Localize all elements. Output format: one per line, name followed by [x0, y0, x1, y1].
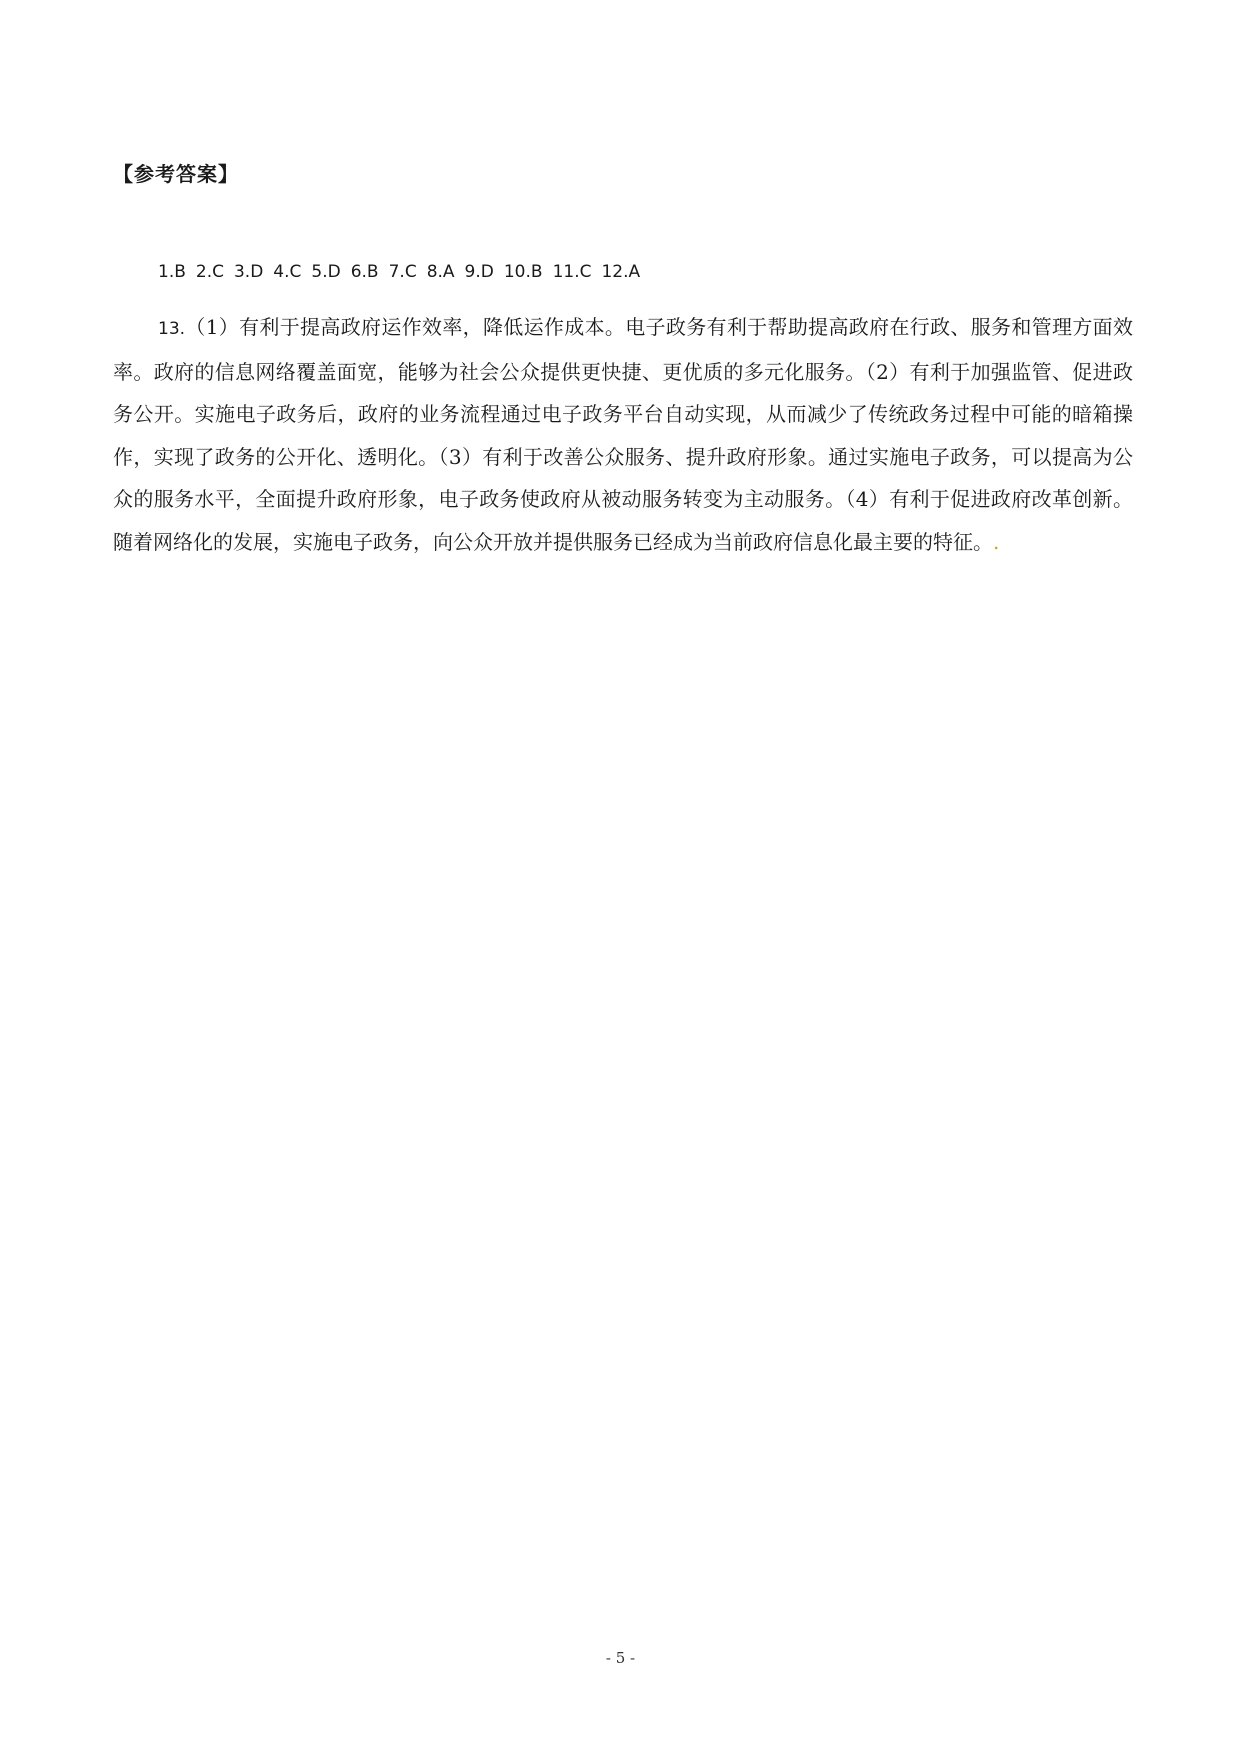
- answer-item: 2.C: [195, 262, 224, 282]
- point-2-text: 有利于加强监管、促进政务公开。实施电子政务后，政府的业务流程通过电子政务平台自动实现，从而减少了传统政务过程中可能的暗箱操作，实现了政务的公开化、透明化。: [113, 359, 1134, 469]
- answer-key-line: [158, 262, 650, 282]
- answer-item: 9.D: [464, 262, 494, 282]
- point-3-label: （3）: [438, 444, 483, 469]
- answer-item: 6.B: [350, 262, 379, 282]
- point-1-label: （1）: [185, 315, 240, 339]
- end-mark: .: [993, 529, 1000, 554]
- point-2-label: （2）: [865, 359, 910, 384]
- answer-item: 7.C: [388, 262, 417, 282]
- answer-item: 10.B: [503, 262, 543, 282]
- point-4-text: 有利于促进政府改革创新。随着网络化的发展，实施电子政务，向公众开放并提供服务已经成为当前政府信息化最主要的特征。: [113, 487, 1134, 554]
- point-4-label: （4）: [845, 487, 890, 512]
- answer-item: 3.D: [233, 262, 264, 282]
- section-heading: 【参考答案】: [113, 162, 239, 186]
- question-number: 13.: [158, 319, 186, 339]
- page-number: - 5 -: [605, 1649, 636, 1667]
- answer-item: 4.C: [273, 262, 302, 282]
- answer-item: 1.B: [158, 262, 186, 282]
- answer-item: 8.A: [426, 262, 455, 282]
- question-13-answer: [113, 306, 1133, 564]
- point-1-text: 有利于提高政府运作效率，降低运作成本。电子政务有利于帮助提高政府在行政、服务和管理方面效率。政府的信息网络覆盖面宽，能够为社会公众提供更快捷、更优质的多元化服务。: [113, 315, 1134, 384]
- answer-item: 12.A: [601, 262, 641, 282]
- answer-item: 5.D: [311, 262, 341, 282]
- point-3-text: 有利于改善公众服务、提升政府形象。通过实施电子政务，可以提高为公众的服务水平，全面提升政府形象，电子政务使政府从被动服务转变为主动服务。: [113, 444, 1134, 512]
- answer-item: 11.C: [552, 262, 592, 282]
